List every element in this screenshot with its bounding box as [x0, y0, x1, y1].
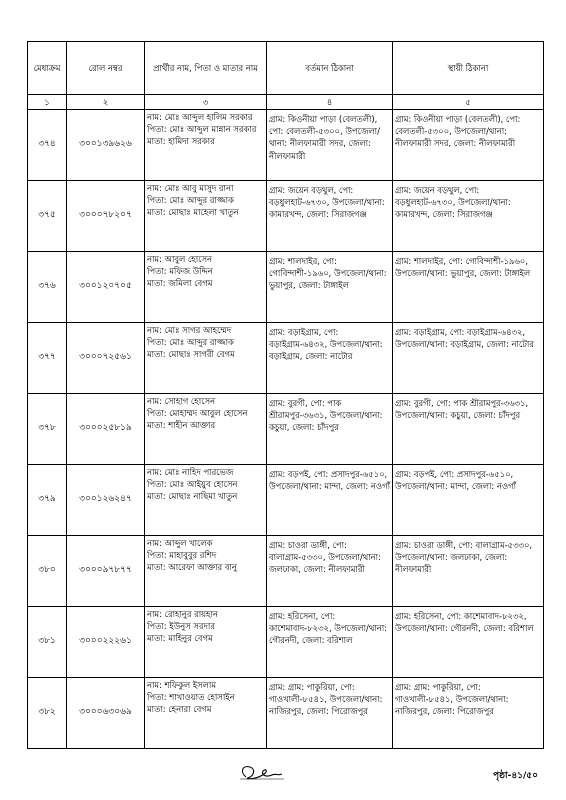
- serial-cell: ৩৭৯: [28, 465, 67, 536]
- name-cell: [145, 323, 267, 394]
- present-address-cell: গ্রাম: গ্রাম: পাকুরিয়া, পো: গাওখালী-৮৫৪১, উপজেলা/থানা: নাজিরপুর, জেলা: পিরোজপুর: [267, 678, 393, 749]
- permanent-address-cell: গ্রাম: চাওরা ডাঙ্গী, পো: বালাগ্রাম-৫৩৩০, উপজেলা/থানা: জলঢাকা, জেলা: নীলফামারী: [393, 536, 544, 607]
- name-line: মাতা: হামিদা সরকার: [147, 136, 215, 147]
- column-number-row: [28, 95, 544, 110]
- name-line: নাম: সোহাগ হোসেন: [147, 396, 216, 406]
- header-roll: রোল নম্বর: [67, 42, 145, 95]
- name-line: নাম: রোহানুর রায়হান: [147, 609, 218, 619]
- column-number: ৩: [145, 95, 267, 110]
- name-line: পিতা: মোঃ আব্দুর রাজ্জাক: [147, 337, 234, 348]
- table-row: [28, 465, 544, 536]
- roll-cell: ৩০০০৭২৫৬১: [67, 323, 145, 394]
- serial-cell: ৩৮২: [28, 678, 67, 749]
- roll-cell: ৩০০১৩৯৬২৬: [67, 110, 145, 181]
- name-line: মাতা: শাহীন আক্তার: [147, 420, 216, 431]
- name-line: মাতা: মোছাঃ সাগরী বেগম: [147, 349, 235, 360]
- header-permanent-address: স্থায়ী ঠিকানা: [393, 42, 544, 95]
- table-row: [28, 536, 544, 607]
- table-row: [28, 323, 544, 394]
- name-cell: [145, 110, 267, 181]
- permanent-address-cell: গ্রাম: বড়পই, পো: প্রসাদপুর-৬৫১০, উপজেলা/থানা: মান্দা, জেলা: নওগাঁ: [393, 465, 544, 536]
- permanent-address-cell: গ্রাম: বড়াইগ্রাম, পো: বড়াইগ্রাম-৬৪৩২, উপজেলা/থানা: বড়াইগ্রাম, জেলা: নাটোর: [393, 323, 544, 394]
- name-cell: [145, 465, 267, 536]
- name-line: পিতা: মাহাবুবুর রশিদ: [147, 550, 217, 561]
- serial-cell: ৩৭৮: [28, 394, 67, 465]
- table-row: [28, 252, 544, 323]
- name-cell: [145, 678, 267, 749]
- present-address-cell: গ্রাম: হরিসেনা, পো: কাশেমাবাদ-৮২৩২, উপজেলা/থানা: গৌরনদী, জেলা: বরিশাল: [267, 607, 393, 678]
- serial-cell: ৩৮০: [28, 536, 67, 607]
- name-cell: [145, 252, 267, 323]
- name-line: মাতা: জমিলা বেগম: [147, 278, 213, 289]
- column-number: ৪: [267, 95, 393, 110]
- serial-cell: ৩৭৬: [28, 252, 67, 323]
- name-line: পিতা: মোঃ আইয়ুব হোসেন: [147, 479, 238, 490]
- serial-cell: ৩৮১: [28, 607, 67, 678]
- table-row: [28, 607, 544, 678]
- permanent-address-cell: গ্রাম: শালদাইর, পো: গোবিন্দাশী-১৯৬০, উপজেলা/থানা: ভুয়াপুর, জেলা: টাঙ্গাইল: [393, 252, 544, 323]
- present-address-cell: গ্রাম: বড়পই, পো: প্রসাদপুর-৬৫১০, উপজেলা/থানা: মান্দা, জেলা: নওগাঁ: [267, 465, 393, 536]
- permanent-address-cell: গ্রাম: জয়েন বড়থুল, পো: বড়ধুলহাট-৬৭৩০, উপজেলা/থানা: কামারখন্দ, জেলা: সিরাজগঞ্জ: [393, 181, 544, 252]
- name-line: পিতা: মফিজ উদ্দিন: [147, 266, 213, 277]
- name-cell: [145, 181, 267, 252]
- column-number: ৫: [393, 95, 544, 110]
- serial-cell: ৩৭৪: [28, 110, 67, 181]
- candidate-table: [27, 41, 544, 749]
- name-line: পিতা: মোহাম্মদ আবুল হোসেন: [147, 408, 248, 419]
- name-line: নাম: মোঃ আবু মাসুদ রানা: [147, 183, 234, 193]
- name-line: মাতা: মাহিনুর বেগম: [147, 633, 213, 644]
- name-cell: [145, 536, 267, 607]
- present-address-cell: গ্রাম: জয়েন বড়থুল, পো: বড়ধুলহাট-৬৭৩০, উপজেলা/থানা: কামারখন্দ, জেলা: সিরাজগঞ্জ: [267, 181, 393, 252]
- name-line: নাম: মোঃ আব্দুল হালিম সরকার: [147, 112, 253, 122]
- name-cell: [145, 607, 267, 678]
- permanent-address-cell: গ্রাম: হরিসেনা, পো: কাশেমাবাদ-৮২৩২, উপজেলা/থানা: গৌরনদী, জেলা: বরিশাল: [393, 607, 544, 678]
- present-address-cell: গ্রাম: চাওরা ডাঙ্গী, পো: বালাগ্রাম-৫৩৩০, উপজেলা/থানা: জলঢাকা, জেলা: নীলফামারী: [267, 536, 393, 607]
- header-row: [28, 42, 544, 95]
- present-address-cell: গ্রাম: কিওনীয়া পাড়া (বেলতলী), পো: বেলতলী-৫৩০০, উপজেলা/থানা: নীলফামারী সদর, জেলা: নীলফামারী: [267, 110, 393, 181]
- name-line: পিতা: শাখাওয়াত হোসাইন: [147, 692, 235, 703]
- table-row: [28, 678, 544, 749]
- present-address-cell: গ্রাম: বড়াইগ্রাম, পো: বড়াইগ্রাম-৬৪৩২, উপজেলা/থানা: বড়াইগ্রাম, জেলা: নাটোর: [267, 323, 393, 394]
- name-line: নাম: মোঃ সাগর আহম্মেদ: [147, 325, 232, 335]
- serial-cell: ৩৭৫: [28, 181, 67, 252]
- roll-cell: ৩০০১২৬২৪৭: [67, 465, 145, 536]
- name-line: পিতা: মোঃ আব্দুর রাজ্জাক: [147, 195, 234, 206]
- roll-cell: ৩০০০৯৭৮৭৭: [67, 536, 145, 607]
- name-line: মাতা: হেনারা বেগম: [147, 704, 212, 715]
- table-row: [28, 110, 544, 181]
- serial-cell: ৩৭৭: [28, 323, 67, 394]
- roll-cell: ৩০০০৭৮২০৭: [67, 181, 145, 252]
- column-number: ১: [28, 95, 67, 110]
- table-row: [28, 181, 544, 252]
- name-cell: [145, 394, 267, 465]
- name-line: মাতা: মোছাঃ মাহেলা খাতুন: [147, 207, 239, 218]
- name-line: নাম: শফিকুল ইসলাম: [147, 680, 217, 690]
- name-line: নাম: আবুল হোসেন: [147, 254, 213, 264]
- name-line: পিতা: ইউনুস সরদার: [147, 621, 215, 632]
- name-line: পিতা: মোঃ আব্দুল মান্নান সরকার: [147, 124, 257, 135]
- present-address-cell: গ্রাম: শালদাইর, পো: গোবিন্দাশী-১৯৬০, উপজেলা/থানা: ভুয়াপুর, জেলা: টাঙ্গাইল: [267, 252, 393, 323]
- page-number: পৃষ্ঠা-৪১/৫০: [493, 771, 538, 781]
- name-line: মাতা: মোছাঃ নাছিমা খাতুন: [147, 491, 238, 502]
- name-line: মাতা: আরেফা আক্তার বানু: [147, 562, 237, 573]
- roll-cell: ৩০০০২৫৮১৯: [67, 394, 145, 465]
- name-line: নাম: আব্দুল খালেক: [147, 538, 213, 548]
- present-address-cell: গ্রাম: বুরগী, পো: পাক শ্রীরামপুর-৩৬৩১, উপজেলা/থানা: কচুয়া, জেলা: চাঁদপুর: [267, 394, 393, 465]
- column-number: ২: [67, 95, 145, 110]
- header-present-address: বর্তমান ঠিকানা: [267, 42, 393, 95]
- roll-cell: ৩০০০২২২৬১: [67, 607, 145, 678]
- header-serial: মেধাক্রম: [28, 42, 67, 95]
- permanent-address-cell: গ্রাম: বুরগী, পো: পাক শ্রীরামপুর-৩৬৩১, উপজেলা/থানা: কচুয়া, জেলা: চাঁদপুর: [393, 394, 544, 465]
- header-name: প্রার্থীর নাম, পিতা ও মাতার নাম: [145, 42, 267, 95]
- name-line: নাম: মোঃ নাহিদ পারভেজ: [147, 467, 234, 477]
- table-row: [28, 394, 544, 465]
- roll-cell: ৩০০১২০৭০৫: [67, 252, 145, 323]
- roll-cell: ৩০০০৬৩০৬৯: [67, 678, 145, 749]
- permanent-address-cell: গ্রাম: গ্রাম: পাকুরিয়া, পো: গাওখালী-৮৫৪১, উপজেলা/থানা: নাজিরপুর, জেলা: পিরোজপুর: [393, 678, 544, 749]
- permanent-address-cell: গ্রাম: কিওনীয়া পাড়া (বেলতলী), পো: বেলতলী-৫৩০০, উপজেলা/থানা: নীলফামারী সদর, জেলা: নীলফামারী: [393, 110, 544, 181]
- signature: [232, 762, 290, 784]
